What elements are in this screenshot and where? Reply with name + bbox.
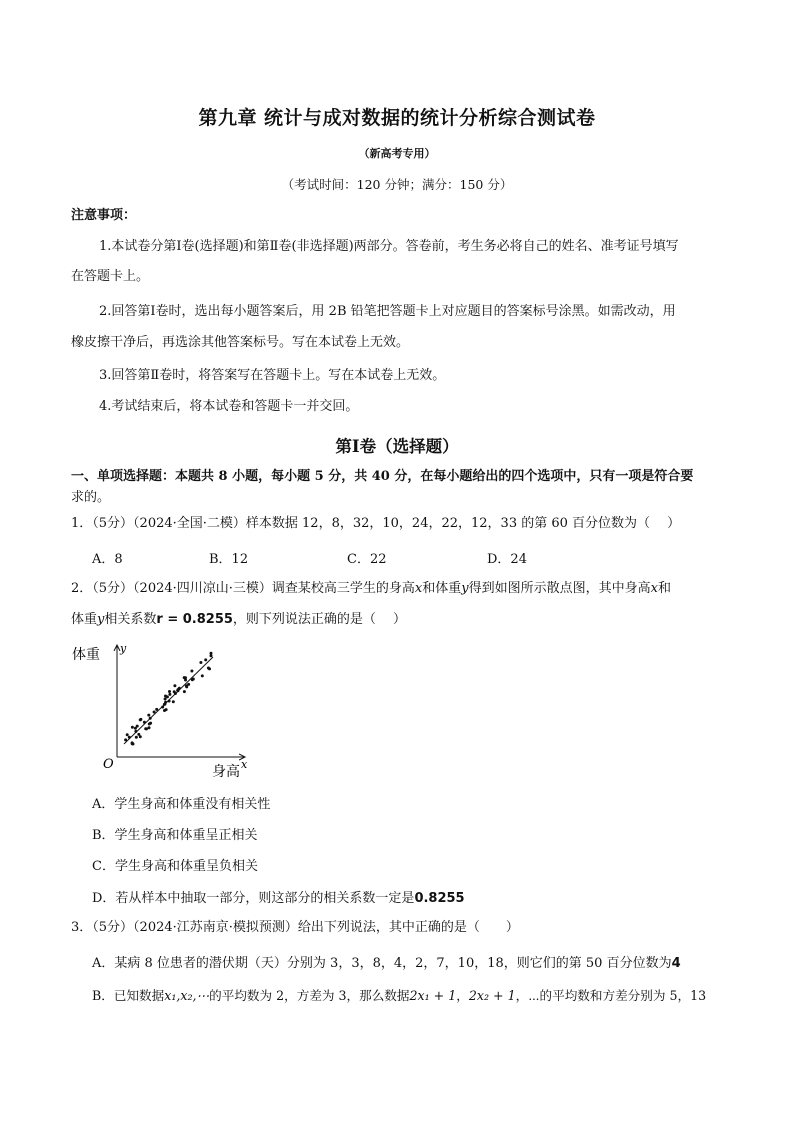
question-2-stem-line-1: 2．（5分）（2024·四川凉山·三模）调查某校高三学生的身高x和体重y得到如图所示散点图，其中身高x和 bbox=[71, 581, 671, 596]
scatter-point bbox=[144, 727, 147, 730]
note-item-4: 4.考试结束后，将本试卷和答题卡一并交回。 bbox=[99, 399, 359, 414]
x-axis-letter: x bbox=[241, 758, 248, 771]
question-3-option-b: B．已知数据x₁,x₂,⋯的平均数为 2，方差为 3，那么数据2x₁ + 1，2x₂ + 1，⋯的平均数和方差分别为 5，13 bbox=[92, 988, 707, 1003]
scatter-point bbox=[148, 723, 151, 726]
scatter-point bbox=[131, 726, 134, 729]
scatter-point bbox=[136, 725, 139, 728]
scatter-point bbox=[147, 714, 150, 717]
note-item-3: 3.回答第Ⅱ卷时，将答案写在答题卡上。写在本试卷上无效。 bbox=[99, 368, 446, 383]
scatter-point bbox=[132, 743, 135, 746]
page-subtitle: （新高考专用） bbox=[358, 147, 436, 160]
section-title: 第Ⅰ卷（选择题） bbox=[335, 437, 459, 456]
scatter-point bbox=[199, 661, 202, 664]
scatter-point bbox=[191, 678, 194, 681]
scatter-point bbox=[128, 736, 131, 739]
scatter-point bbox=[134, 730, 137, 733]
question-3-option-a: A．某病 8 位患者的潜伏期（天）分别为 3，3，8，4，2，7，10，18，则它们的第 50 百分位数为4 bbox=[92, 956, 681, 971]
scatter-point bbox=[164, 698, 167, 701]
scatter-point bbox=[135, 736, 138, 739]
note-item-1-line-2: 在答题卡上。 bbox=[71, 269, 150, 284]
scatter-point bbox=[173, 684, 176, 687]
scatter-point bbox=[168, 700, 171, 703]
question-1-option-a: A．8 bbox=[92, 552, 123, 567]
section-instructions-line-2: 求的。 bbox=[71, 490, 111, 505]
scatter-point bbox=[168, 693, 171, 696]
scatter-point bbox=[176, 689, 179, 692]
scatter-point bbox=[187, 683, 190, 686]
question-2-option-b: B．学生身高和体重呈正相关 bbox=[92, 828, 258, 843]
scatter-point bbox=[161, 706, 164, 709]
scatter-point bbox=[153, 711, 156, 714]
notes-heading: 注意事项： bbox=[71, 208, 137, 223]
question-1-option-d: D．24 bbox=[487, 552, 527, 567]
question-2-stem-line-2: 体重y相关系数r = 0.8255，则下列说法正确的是（ ） bbox=[71, 612, 407, 627]
scatter-point bbox=[190, 670, 193, 673]
note-item-2-line-1: 2.回答第Ⅰ卷时，选出每小题答案后，用 2B 铅笔把答题卡上对应题目的答案标号涂黑。如需改动，用 bbox=[99, 304, 676, 319]
x-axis-label: 身高 bbox=[212, 764, 240, 780]
exam-info: （考试时间：120 分钟；满分：150 分） bbox=[281, 177, 513, 192]
scatter-point bbox=[207, 667, 210, 670]
question-1-stem: 1．（5分）（2024·全国·二模）样本数据 12，8，32，10，24，22，12，33 的第 60 百分位数为（ ） bbox=[71, 516, 681, 531]
scatter-points bbox=[124, 652, 212, 746]
section-instructions: 一、单项选择题：本题共 8 小题，每小题 5 分，共 40 分，在每小题给出的四个选项中，只有一项是符合要 bbox=[71, 469, 694, 484]
scatter-point bbox=[143, 721, 146, 724]
scatter-point bbox=[164, 695, 167, 698]
scatter-point bbox=[164, 701, 167, 704]
scatter-point bbox=[149, 717, 152, 720]
origin-label: O bbox=[103, 757, 114, 772]
scatter-point bbox=[124, 738, 127, 741]
y-axis-label: 体重 bbox=[72, 647, 100, 663]
scatter-point bbox=[185, 685, 188, 688]
scatter-point bbox=[148, 726, 151, 729]
question-1-option-b: B．12 bbox=[209, 552, 249, 567]
question-3-stem: 3．（5分）（2024·江苏南京·模拟预测）给出下列说法，其中正确的是（ ） bbox=[71, 920, 519, 935]
scatter-point bbox=[183, 690, 186, 693]
scatter-point bbox=[137, 733, 140, 736]
scatter-point bbox=[210, 654, 213, 657]
scatter-point bbox=[172, 700, 175, 703]
page-title: 第九章 统计与成对数据的统计分析综合测试卷 bbox=[198, 107, 596, 129]
note-item-1-line-1: 1.本试卷分第Ⅰ卷(选择题)和第Ⅱ卷(非选择题)两部分。答卷前，考生务必将自己的姓名、准考证号填写 bbox=[99, 239, 679, 254]
scatter-point bbox=[155, 708, 158, 711]
y-axis-letter: y bbox=[120, 642, 127, 655]
scatter-point bbox=[139, 718, 142, 721]
question-2-option-a: A．学生身高和体重没有相关性 bbox=[92, 797, 271, 812]
scatter-plot-figure bbox=[70, 640, 260, 780]
scatter-point bbox=[173, 690, 176, 693]
question-1-option-c: C．22 bbox=[347, 552, 387, 567]
scatter-point bbox=[204, 658, 207, 661]
scatter-point bbox=[184, 679, 187, 682]
scatter-point bbox=[165, 708, 168, 711]
note-item-2-line-2: 橡皮擦干净后，再选涂其他答案标号。写在本试卷上无效。 bbox=[71, 335, 410, 350]
scatter-point bbox=[126, 733, 129, 736]
question-2-option-c: C．学生身高和体重呈负相关 bbox=[92, 859, 258, 874]
scatter-point bbox=[168, 690, 171, 693]
question-2-option-d: D．若从样本中抽取一部分，则这部分的相关系数一定是0.8255 bbox=[92, 891, 465, 906]
scatter-point bbox=[201, 674, 204, 677]
